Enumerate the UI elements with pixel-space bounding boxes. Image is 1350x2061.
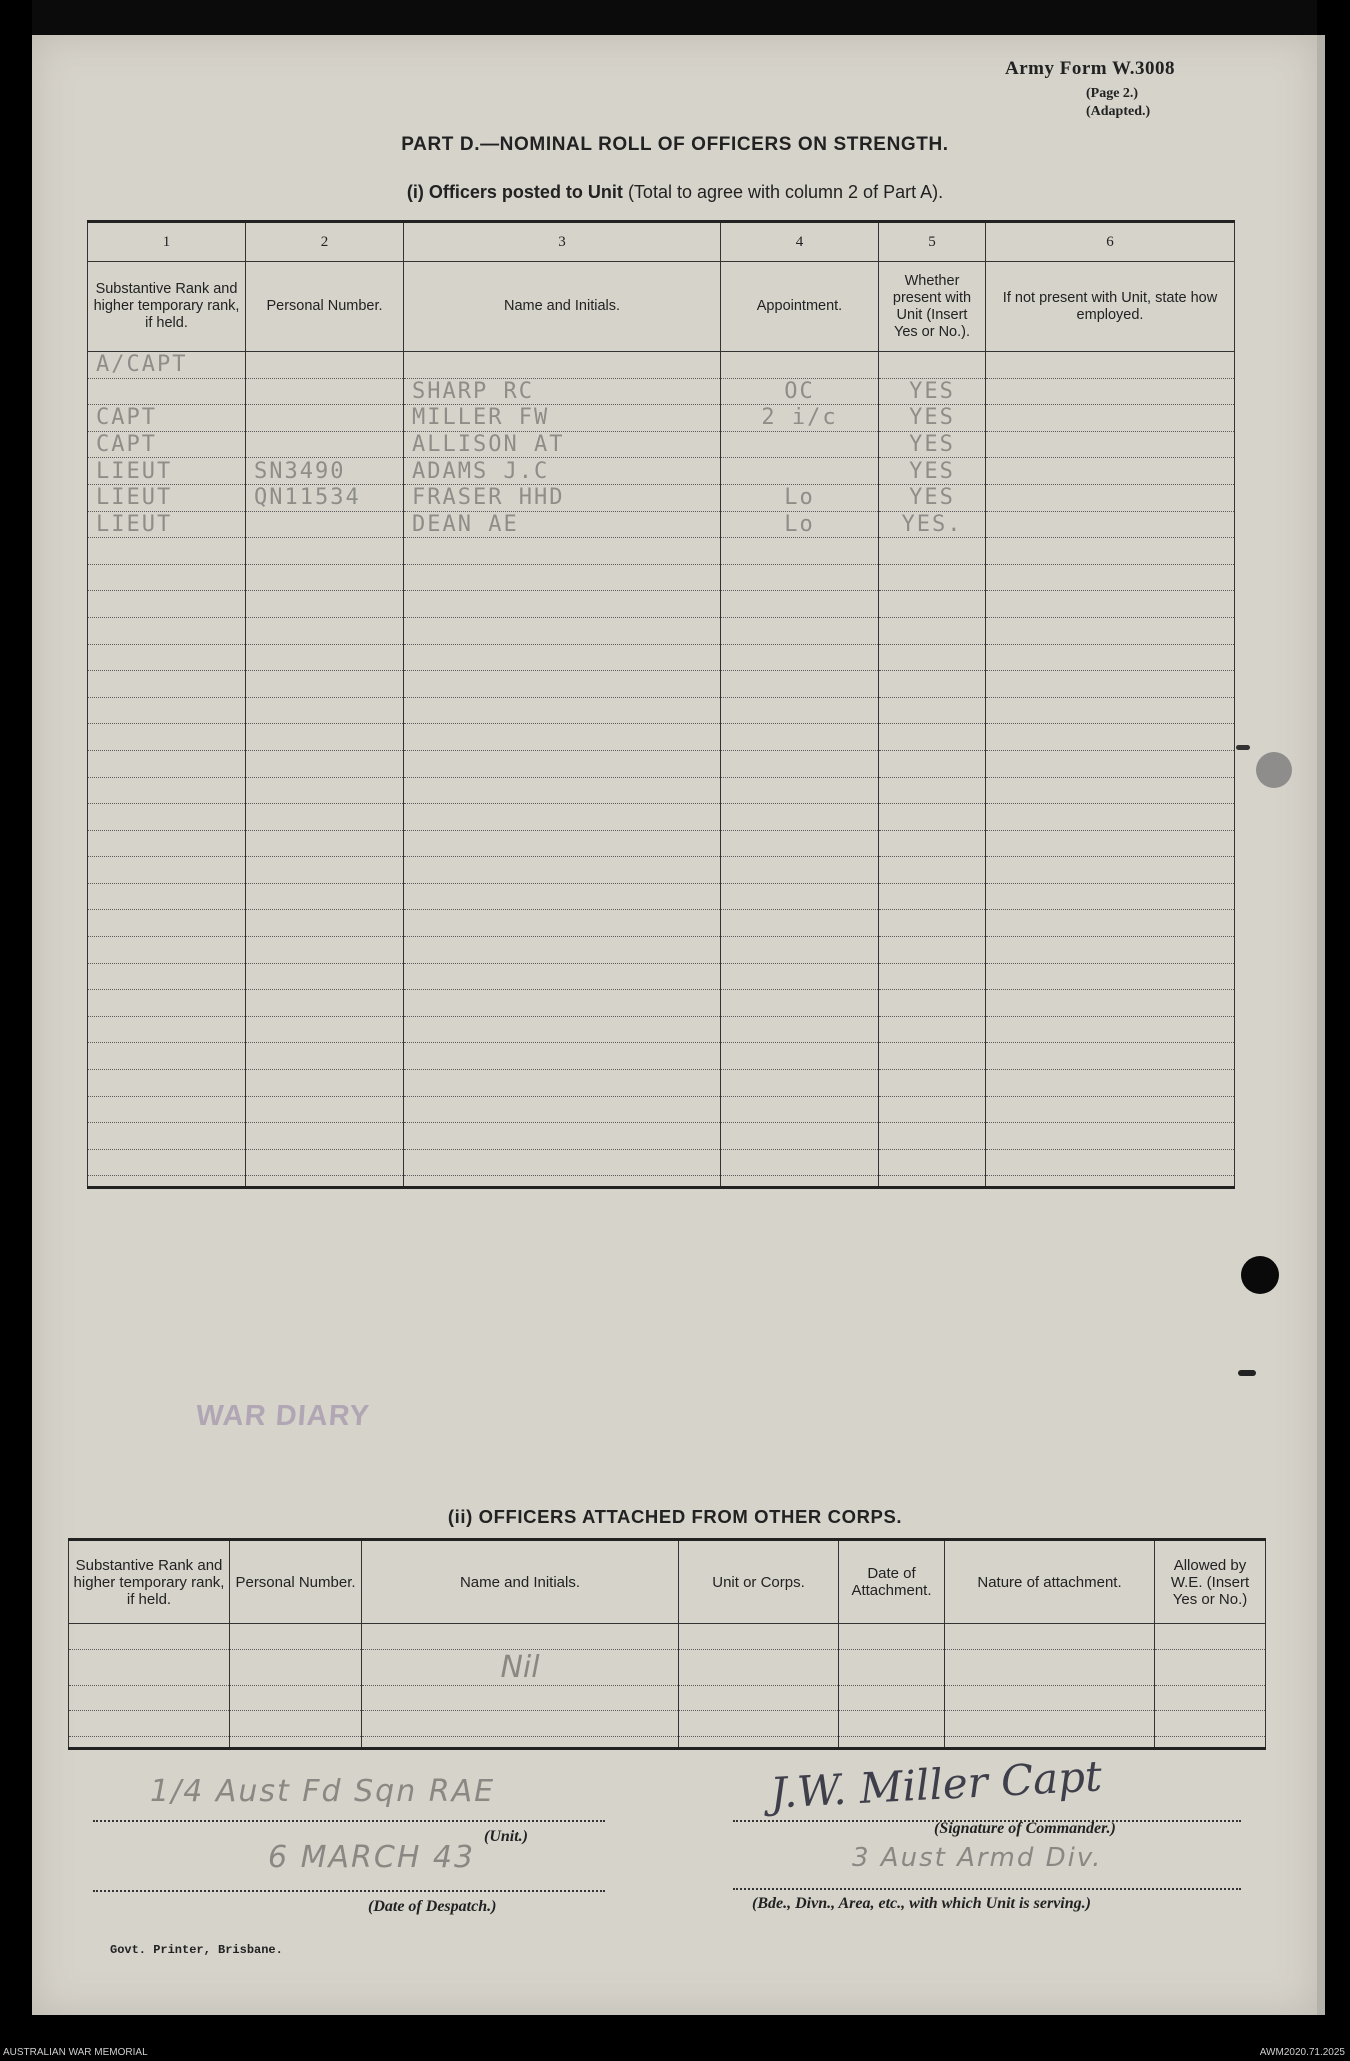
table-row xyxy=(88,804,1235,831)
unit-caption: (Unit.) xyxy=(484,1828,528,1845)
table-cell-name xyxy=(404,724,721,751)
table-cell-name xyxy=(404,910,721,937)
table-cell-present: YES xyxy=(879,431,986,458)
table-cell-present xyxy=(879,910,986,937)
table-row xyxy=(88,1096,1235,1123)
table-row xyxy=(88,1070,1235,1097)
table-cell-present xyxy=(879,1096,986,1123)
table-cell-appointment xyxy=(721,617,879,644)
table-cell-appointment xyxy=(721,1096,879,1123)
header-personal-number: Personal Number. xyxy=(246,262,404,352)
table-cell-appointment xyxy=(721,910,879,937)
header-employed: If not present with Unit, state how employed. xyxy=(986,262,1235,352)
table-cell-appointment xyxy=(721,750,879,777)
table-cell-employed xyxy=(986,1096,1235,1123)
table-cell-number: QN11534 xyxy=(246,484,404,511)
table-cell-rank xyxy=(88,937,246,964)
table-cell-present xyxy=(879,644,986,671)
table-row xyxy=(88,484,1235,511)
table-cell-employed xyxy=(986,458,1235,485)
table-cell-employed xyxy=(986,990,1235,1017)
table-cell-present xyxy=(879,1070,986,1097)
table-cell-rank xyxy=(88,963,246,990)
table-cell-rank xyxy=(88,378,246,405)
punch-mark xyxy=(1236,745,1250,750)
table-cell-present xyxy=(879,697,986,724)
section2-title xyxy=(0,1506,1350,1528)
table-cell-appointment xyxy=(721,990,879,1017)
table-cell-number xyxy=(246,963,404,990)
table-cell-employed xyxy=(986,830,1235,857)
despatch-date-value: 6 MARCH 43 xyxy=(268,1840,476,1875)
table-cell-name xyxy=(404,352,721,379)
table-cell-present xyxy=(879,883,986,910)
table-cell-present xyxy=(879,538,986,565)
table-cell-rank: A/CAPT xyxy=(88,352,246,379)
column-number: 1 xyxy=(88,222,246,262)
table-cell-employed xyxy=(986,1043,1235,1070)
table-cell-name xyxy=(404,1149,721,1176)
punch-hole xyxy=(1241,1256,1279,1294)
table-cell-employed xyxy=(986,883,1235,910)
table-cell-rank xyxy=(88,804,246,831)
table-cell-name: ALLISON AT xyxy=(404,431,721,458)
underlying-sheet-edge xyxy=(1317,35,1325,2015)
table-cell-present: YES xyxy=(879,458,986,485)
table-cell-employed xyxy=(986,804,1235,831)
table-cell-present: YES xyxy=(879,378,986,405)
table-row xyxy=(88,697,1235,724)
table-cell-number xyxy=(246,591,404,618)
table-cell-rank xyxy=(88,1096,246,1123)
header-nature-of-attachment: Nature of attachment. xyxy=(945,1540,1155,1624)
table-cell-name xyxy=(404,1016,721,1043)
table-cell-present xyxy=(879,804,986,831)
table-row xyxy=(88,511,1235,538)
table-cell-appointment xyxy=(721,644,879,671)
table-cell-employed xyxy=(986,352,1235,379)
table-row xyxy=(88,1043,1235,1070)
table-cell-present xyxy=(879,777,986,804)
table-cell-present xyxy=(879,1043,986,1070)
table-row xyxy=(88,405,1235,432)
table-cell-employed xyxy=(986,937,1235,964)
table-cell-present: YES. xyxy=(879,511,986,538)
table-cell-present xyxy=(879,937,986,964)
punch-mark xyxy=(1238,1370,1256,1376)
table-cell-number xyxy=(246,378,404,405)
table-cell-present xyxy=(879,591,986,618)
table-cell-rank xyxy=(88,591,246,618)
header-name: Name and Initials. xyxy=(362,1540,679,1624)
table-row xyxy=(88,963,1235,990)
formation-caption: (Bde., Divn., Area, etc., with which Unit is serving.) xyxy=(752,1895,1091,1912)
table-cell-employed xyxy=(986,511,1235,538)
column-number: 5 xyxy=(879,222,986,262)
table-cell-present xyxy=(879,617,986,644)
table-cell-appointment xyxy=(721,1070,879,1097)
table-cell-number xyxy=(246,910,404,937)
table-cell-employed xyxy=(986,1123,1235,1150)
table-row xyxy=(88,883,1235,910)
column-number: 4 xyxy=(721,222,879,262)
table-row xyxy=(88,830,1235,857)
table-cell-rank xyxy=(88,617,246,644)
table-row xyxy=(69,1711,1266,1737)
table-cell-employed xyxy=(986,910,1235,937)
table-cell-appointment xyxy=(721,1149,879,1176)
table-cell-rank: LIEUT xyxy=(88,458,246,485)
header-appointment: Appointment. xyxy=(721,262,879,352)
header-rank: Substantive Rank and higher temporary rank, if held. xyxy=(69,1540,230,1624)
column-number: 6 xyxy=(986,222,1235,262)
table-cell-rank xyxy=(88,697,246,724)
table-cell-present xyxy=(879,671,986,698)
table-cell-number xyxy=(246,538,404,565)
table-cell-appointment xyxy=(721,591,879,618)
table-cell-name xyxy=(404,644,721,671)
section2-numeral: (ii) xyxy=(447,1506,473,1527)
table-row xyxy=(88,617,1235,644)
table-cell-name: SHARP RC xyxy=(404,378,721,405)
table-cell-appointment xyxy=(721,804,879,831)
table-cell-rank: LIEUT xyxy=(88,484,246,511)
table-cell-number xyxy=(246,750,404,777)
header-rank: Substantive Rank and higher temporary rank, if held. xyxy=(88,262,246,352)
table-cell-appointment: OC xyxy=(721,378,879,405)
table-cell-name xyxy=(404,697,721,724)
table-cell-appointment xyxy=(721,830,879,857)
signature-caption: (Signature of Commander.) xyxy=(934,1820,1116,1837)
table-cell-rank xyxy=(88,750,246,777)
table-cell-name xyxy=(404,538,721,565)
table-cell-name xyxy=(404,1096,721,1123)
table-cell-name xyxy=(404,1043,721,1070)
table-cell-name xyxy=(404,1070,721,1097)
table-cell-rank: CAPT xyxy=(88,431,246,458)
officers-attached-table xyxy=(68,1538,1266,1750)
table-cell-employed xyxy=(986,564,1235,591)
table-cell-employed xyxy=(986,1149,1235,1176)
table-cell-number xyxy=(246,564,404,591)
punch-hole xyxy=(1256,752,1292,788)
table-cell-rank: LIEUT xyxy=(88,511,246,538)
table-cell-number xyxy=(246,1096,404,1123)
table-cell-number xyxy=(246,830,404,857)
table-cell-present: YES xyxy=(879,484,986,511)
table-cell-rank xyxy=(88,857,246,884)
table-cell-name: FRASER HHD xyxy=(404,484,721,511)
table-cell-appointment: 2 i/c xyxy=(721,405,879,432)
despatch-date-caption: (Date of Despatch.) xyxy=(368,1898,497,1915)
table-cell-present xyxy=(879,724,986,751)
table-cell-appointment xyxy=(721,352,879,379)
table-cell-employed xyxy=(986,671,1235,698)
column-number: 2 xyxy=(246,222,404,262)
table-cell-employed xyxy=(986,591,1235,618)
table-cell-employed xyxy=(986,777,1235,804)
table-cell-present xyxy=(879,1149,986,1176)
table-cell-rank xyxy=(88,671,246,698)
table-cell-rank xyxy=(88,883,246,910)
table-row xyxy=(88,564,1235,591)
table-row xyxy=(88,644,1235,671)
section1-numeral: (i) xyxy=(406,182,424,202)
table-cell-present xyxy=(879,750,986,777)
table-cell-appointment xyxy=(721,1016,879,1043)
table-cell-appointment xyxy=(721,538,879,565)
table-cell-appointment xyxy=(721,883,879,910)
table-cell-name xyxy=(404,750,721,777)
table-cell-rank xyxy=(88,1070,246,1097)
table-cell-name xyxy=(404,990,721,1017)
table-cell-rank xyxy=(88,1016,246,1043)
column-number: 3 xyxy=(404,222,721,262)
table-cell-present xyxy=(879,1123,986,1150)
table-cell-employed xyxy=(986,431,1235,458)
section1-title-note: (Total to agree with column 2 of Part A). xyxy=(627,182,944,202)
war-diary-stamp: WAR DIARY xyxy=(194,1400,372,1432)
table-row xyxy=(88,990,1235,1017)
table-cell-name xyxy=(404,1123,721,1150)
table-cell-number xyxy=(246,990,404,1017)
form-adapted-note: (Adapted.) xyxy=(1086,104,1151,119)
table-row xyxy=(88,1123,1235,1150)
unit-dotted-line xyxy=(93,1820,605,1822)
table-cell-present xyxy=(879,990,986,1017)
table-cell-number xyxy=(246,724,404,751)
table-cell-name: ADAMS J.C xyxy=(404,458,721,485)
table-cell-number xyxy=(246,804,404,831)
table-row xyxy=(88,777,1235,804)
table-cell-appointment xyxy=(721,458,879,485)
printer-imprint: Govt. Printer, Brisbane. xyxy=(110,1943,283,1957)
table-cell-employed xyxy=(986,750,1235,777)
table-cell-appointment xyxy=(721,564,879,591)
column-header-row xyxy=(69,1540,1266,1624)
formation-value: 3 Aust Armd Div. xyxy=(852,1843,1103,1873)
table-cell-employed xyxy=(986,378,1235,405)
table-cell-employed xyxy=(986,1016,1235,1043)
table-row xyxy=(88,724,1235,751)
table-cell-appointment xyxy=(721,724,879,751)
table-cell-number xyxy=(246,777,404,804)
table-cell-employed xyxy=(986,644,1235,671)
date-dotted-line xyxy=(93,1890,605,1892)
table-cell-rank xyxy=(88,724,246,751)
table-cell-rank xyxy=(88,564,246,591)
table-cell-rank xyxy=(88,644,246,671)
table-row xyxy=(88,458,1235,485)
table-row xyxy=(88,538,1235,565)
table-cell-number xyxy=(246,1043,404,1070)
table-row xyxy=(88,1149,1235,1176)
table-cell-appointment xyxy=(721,1123,879,1150)
table-cell-name xyxy=(404,671,721,698)
officers-posted-table xyxy=(87,220,1235,1189)
table-cell-rank: CAPT xyxy=(88,405,246,432)
archive-reference: AWM2020.71.2025 xyxy=(1259,2047,1345,2058)
table-cell-rank xyxy=(88,910,246,937)
table-cell-rank xyxy=(88,1043,246,1070)
table-cell-employed xyxy=(986,857,1235,884)
table-cell-number xyxy=(246,1123,404,1150)
table-cell-appointment xyxy=(721,937,879,964)
table-cell-rank xyxy=(88,830,246,857)
table-cell-appointment xyxy=(721,963,879,990)
table-cell-number xyxy=(246,937,404,964)
header-personal-number: Personal Number. xyxy=(230,1540,362,1624)
table-cell-number xyxy=(246,1070,404,1097)
table-cell-employed xyxy=(986,724,1235,751)
section1-title xyxy=(0,182,1350,203)
header-name: Name and Initials. xyxy=(404,262,721,352)
header-present: Whether present with Unit (Insert Yes or No.). xyxy=(879,262,986,352)
section1-title-bold: Officers posted to Unit xyxy=(428,182,623,202)
form-page-number: (Page 2.) xyxy=(1086,86,1139,101)
table-row xyxy=(88,910,1235,937)
table-cell-name xyxy=(404,617,721,644)
table-cell-number xyxy=(246,352,404,379)
part-title: PART D.—NOMINAL ROLL OF OFFICERS ON STRENGTH. xyxy=(401,134,949,155)
table-cell-name xyxy=(404,564,721,591)
table-cell-number xyxy=(246,405,404,432)
table-cell-name xyxy=(404,883,721,910)
table-cell-employed xyxy=(986,405,1235,432)
table-cell-present xyxy=(879,830,986,857)
table-cell-present xyxy=(879,564,986,591)
header-date-of-attachment: Date of Attachment. xyxy=(839,1540,945,1624)
table-cell-number xyxy=(246,617,404,644)
table-cell-employed xyxy=(986,963,1235,990)
formation-dotted-line xyxy=(733,1888,1241,1890)
table-cell-rank xyxy=(88,1123,246,1150)
nil-entry: Nil xyxy=(362,1649,679,1685)
table-row xyxy=(88,378,1235,405)
table-cell-name xyxy=(404,963,721,990)
section2-title-text: OFFICERS ATTACHED FROM OTHER CORPS. xyxy=(478,1506,903,1527)
table-cell-number xyxy=(246,511,404,538)
table-cell-employed xyxy=(986,484,1235,511)
table-cell-appointment xyxy=(721,857,879,884)
table-cell-rank xyxy=(88,990,246,1017)
table-row xyxy=(88,750,1235,777)
table-cell-employed xyxy=(986,697,1235,724)
table-row xyxy=(69,1685,1266,1711)
table-cell-number xyxy=(246,431,404,458)
table-cell-appointment xyxy=(721,1043,879,1070)
table-cell-present xyxy=(879,963,986,990)
table-cell-name xyxy=(404,857,721,884)
table-cell-number xyxy=(246,697,404,724)
table-cell-rank xyxy=(88,1149,246,1176)
table-row xyxy=(88,671,1235,698)
table-cell-employed xyxy=(986,538,1235,565)
table-cell-number xyxy=(246,1016,404,1043)
form-identifier: Army Form W.3008 xyxy=(1005,58,1176,79)
table-end-row xyxy=(69,1736,1266,1748)
table-cell-number xyxy=(246,1149,404,1176)
table-cell-number xyxy=(246,883,404,910)
table-cell-number xyxy=(246,857,404,884)
table-row xyxy=(88,431,1235,458)
table-cell-number xyxy=(246,671,404,698)
table-cell-name xyxy=(404,591,721,618)
column-number-row xyxy=(88,222,1235,262)
table-row xyxy=(88,857,1235,884)
table-cell-name xyxy=(404,777,721,804)
table-cell-present xyxy=(879,857,986,884)
table-cell-number xyxy=(246,644,404,671)
table-cell-name: MILLER FW xyxy=(404,405,721,432)
table-row xyxy=(69,1624,1266,1650)
archive-credit: AUSTRALIAN WAR MEMORIAL xyxy=(3,2047,148,2058)
table-cell-appointment xyxy=(721,671,879,698)
table-cell-employed xyxy=(986,617,1235,644)
header-unit-or-corps: Unit or Corps. xyxy=(679,1540,839,1624)
table-cell-rank xyxy=(88,777,246,804)
table-cell-name xyxy=(404,937,721,964)
table-cell-appointment xyxy=(721,697,879,724)
unit-value: 1/4 Aust Fd Sqn RAE xyxy=(150,1774,496,1809)
table-row xyxy=(88,1016,1235,1043)
table-row xyxy=(88,352,1235,379)
table-cell-present xyxy=(879,1016,986,1043)
table-cell-present: YES xyxy=(879,405,986,432)
table-cell-present xyxy=(879,352,986,379)
table-cell-name xyxy=(404,830,721,857)
commander-signature: J.W. Miller Capt xyxy=(768,1751,1104,1818)
table-end-row xyxy=(88,1176,1235,1188)
table-cell-appointment xyxy=(721,431,879,458)
scan-top-edge xyxy=(32,0,1317,36)
table-cell-employed xyxy=(986,1070,1235,1097)
table-row xyxy=(88,937,1235,964)
table-row xyxy=(69,1649,1266,1685)
table-cell-appointment: Lo xyxy=(721,484,879,511)
header-allowed-by-we: Allowed by W.E. (Insert Yes or No.) xyxy=(1155,1540,1266,1624)
table-cell-number: SN3490 xyxy=(246,458,404,485)
table-row xyxy=(88,591,1235,618)
table-cell-rank xyxy=(88,538,246,565)
form-page-info xyxy=(1086,85,1150,121)
table-cell-appointment: Lo xyxy=(721,511,879,538)
table-cell-appointment xyxy=(721,777,879,804)
table-cell-name: DEAN AE xyxy=(404,511,721,538)
table-cell-name xyxy=(404,804,721,831)
column-header-row xyxy=(88,262,1235,352)
